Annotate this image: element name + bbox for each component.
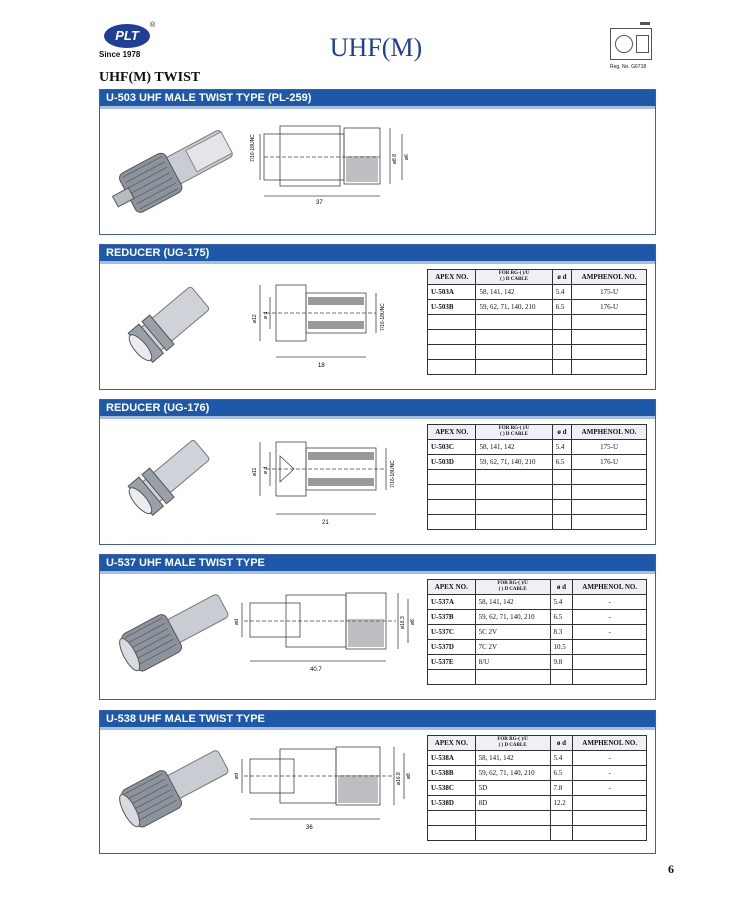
cell-apex-no: U-538B bbox=[428, 766, 476, 781]
cell-apex-no bbox=[428, 315, 476, 330]
table-row bbox=[428, 796, 647, 811]
table-row bbox=[428, 751, 647, 766]
cell-apex-no bbox=[428, 515, 476, 530]
table-row bbox=[428, 766, 647, 781]
cell-amphenol: - bbox=[573, 751, 647, 766]
cell-cable bbox=[476, 515, 552, 530]
dim-inner: ø8 bbox=[406, 773, 412, 779]
cell-od bbox=[552, 360, 572, 375]
table-row bbox=[428, 455, 647, 470]
product-section-u538 bbox=[99, 710, 656, 854]
cell-cable bbox=[476, 470, 552, 485]
cell-cable: 8D bbox=[475, 796, 550, 811]
dim-thread: 7/16-18UNC bbox=[390, 460, 396, 488]
cell-od: 7.8 bbox=[550, 781, 573, 796]
cell-amphenol bbox=[573, 811, 647, 826]
cell-cable bbox=[476, 360, 552, 375]
cell-apex-no bbox=[428, 485, 476, 500]
section-title: U-537 UHF MALE TWIST TYPE bbox=[100, 555, 655, 571]
cell-amphenol: - bbox=[573, 595, 647, 610]
cell-apex-no: U-538D bbox=[428, 796, 476, 811]
table-row bbox=[428, 811, 647, 826]
cell-cable bbox=[475, 670, 550, 685]
dim-inner: ø6 bbox=[404, 154, 410, 160]
cell-amphenol: 176-U bbox=[572, 455, 647, 470]
cell-od bbox=[552, 470, 572, 485]
col-od: ø d bbox=[550, 736, 573, 751]
cell-cable: 58, 141, 142 bbox=[476, 440, 552, 455]
cell-apex-no bbox=[428, 670, 476, 685]
col-amphenol: AMPHENOL NO. bbox=[572, 425, 647, 440]
logo-text: PLT bbox=[115, 28, 139, 43]
cell-amphenol: 176-U bbox=[572, 300, 647, 315]
col-od: ø d bbox=[550, 580, 573, 595]
cell-amphenol bbox=[573, 796, 647, 811]
cell-od: 12.2 bbox=[550, 796, 573, 811]
technical-drawing bbox=[250, 120, 420, 210]
cell-amphenol bbox=[572, 345, 647, 360]
col-amphenol: AMPHENOL NO. bbox=[572, 270, 647, 285]
cell-amphenol: - bbox=[573, 781, 647, 796]
section-title: REDUCER (UG-176) bbox=[100, 400, 655, 416]
spec-table bbox=[427, 269, 647, 375]
cell-amphenol bbox=[573, 640, 647, 655]
cell-od bbox=[552, 485, 572, 500]
col-amphenol: AMPHENOL NO. bbox=[573, 736, 647, 751]
dim-inner: ø d bbox=[263, 466, 269, 474]
dim-length: 37 bbox=[316, 200, 323, 206]
cell-od bbox=[552, 315, 572, 330]
cell-od: 5.4 bbox=[552, 285, 572, 300]
dim-outer: ø8.8 bbox=[392, 153, 398, 164]
cell-cable: 5C 2V bbox=[475, 625, 550, 640]
col-od: ø d bbox=[552, 270, 572, 285]
cell-od: 5.4 bbox=[552, 440, 572, 455]
cell-od bbox=[552, 515, 572, 530]
cell-amphenol bbox=[573, 655, 647, 670]
cell-od bbox=[552, 330, 572, 345]
table-row bbox=[428, 595, 647, 610]
cell-apex-no: U-537C bbox=[428, 625, 476, 640]
cell-cable: 58, 141, 142 bbox=[475, 595, 550, 610]
table-row bbox=[428, 360, 647, 375]
dim-thread: 7/16-18UNC bbox=[380, 303, 386, 331]
dim-length: 36 bbox=[306, 825, 313, 831]
cell-od: 8.3 bbox=[550, 625, 573, 640]
cell-od: 5.4 bbox=[550, 595, 573, 610]
cell-apex-no: U-537D bbox=[428, 640, 476, 655]
dim-outer: ø16.3 bbox=[400, 616, 406, 629]
dim-inner: ø8 bbox=[410, 619, 416, 625]
technical-drawing bbox=[236, 585, 418, 675]
registered-mark: ® bbox=[150, 22, 156, 29]
dim-length: 18 bbox=[318, 363, 325, 369]
cell-cable: 59, 62, 71, 140, 210 bbox=[475, 610, 550, 625]
cell-cable bbox=[476, 315, 552, 330]
table-row bbox=[428, 500, 647, 515]
spec-table bbox=[427, 424, 647, 530]
cell-amphenol bbox=[572, 470, 647, 485]
connector-photo bbox=[106, 120, 246, 220]
table-row bbox=[428, 625, 647, 640]
cell-od bbox=[550, 811, 573, 826]
cell-apex-no: U-503B bbox=[428, 300, 476, 315]
cell-cable bbox=[476, 500, 552, 515]
cell-apex-no: U-538C bbox=[428, 781, 476, 796]
col-cable: FOR RG-( )/U ( ) D CABLE bbox=[476, 270, 552, 285]
product-section-u537 bbox=[99, 554, 656, 700]
technical-drawing bbox=[236, 275, 416, 371]
col-apex: APEX NO. bbox=[428, 580, 476, 595]
cell-amphenol bbox=[573, 826, 647, 841]
cell-amphenol bbox=[572, 500, 647, 515]
section-title: REDUCER (UG-175) bbox=[100, 245, 655, 261]
cell-cable: 59, 62, 71, 140, 210 bbox=[476, 455, 552, 470]
catalog-subtitle: UHF(M) TWIST bbox=[99, 70, 201, 85]
col-amphenol: AMPHENOL NO. bbox=[573, 580, 647, 595]
cell-od: 10.5 bbox=[550, 640, 573, 655]
col-od: ø d bbox=[552, 425, 572, 440]
cell-cable bbox=[476, 330, 552, 345]
cell-amphenol bbox=[573, 670, 647, 685]
table-row bbox=[428, 826, 647, 841]
dim-cable: ød bbox=[234, 619, 240, 625]
table-row bbox=[428, 781, 647, 796]
cell-od bbox=[552, 345, 572, 360]
table-row bbox=[428, 515, 647, 530]
cell-amphenol bbox=[572, 485, 647, 500]
cell-od bbox=[550, 670, 573, 685]
cell-cable bbox=[475, 826, 550, 841]
cell-apex-no: U-537A bbox=[428, 595, 476, 610]
cell-cable: 58, 141, 142 bbox=[475, 751, 550, 766]
registration-number: Reg. No. G6718 bbox=[610, 64, 647, 70]
cell-od: 6.5 bbox=[552, 455, 572, 470]
cell-apex-no: U-537E bbox=[428, 655, 476, 670]
table-row bbox=[428, 330, 647, 345]
col-cable: FOR RG-( )/U ( ) D CABLE bbox=[475, 580, 550, 595]
cell-amphenol: 175-U bbox=[572, 285, 647, 300]
section-title: U-538 UHF MALE TWIST TYPE bbox=[100, 711, 655, 727]
col-apex: APEX NO. bbox=[428, 425, 476, 440]
iso-certification-icon bbox=[610, 28, 652, 60]
page-number: 6 bbox=[668, 862, 674, 876]
cell-cable: 59, 62, 71, 140, 210 bbox=[476, 300, 552, 315]
cell-od: 5.4 bbox=[550, 751, 573, 766]
table-row bbox=[428, 485, 647, 500]
cell-od: 6.5 bbox=[550, 610, 573, 625]
reducer-photo bbox=[112, 273, 222, 373]
dim-outer: ø16.8 bbox=[396, 772, 402, 785]
cell-cable: 8/U bbox=[475, 655, 550, 670]
table-row bbox=[428, 610, 647, 625]
reducer-photo bbox=[112, 426, 222, 530]
table-row bbox=[428, 440, 647, 455]
dim-length: 40.7 bbox=[310, 667, 322, 673]
cell-apex-no bbox=[428, 470, 476, 485]
page-title: UHF(M) bbox=[329, 33, 423, 62]
cell-apex-no: U-538A bbox=[428, 751, 476, 766]
col-apex: APEX NO. bbox=[428, 270, 476, 285]
technical-drawing bbox=[236, 430, 416, 526]
cell-cable: 59, 62, 71, 140, 210 bbox=[475, 766, 550, 781]
dim-length: 21 bbox=[322, 520, 329, 526]
dim-cable: ød bbox=[234, 773, 240, 779]
cell-amphenol bbox=[572, 315, 647, 330]
table-row bbox=[428, 655, 647, 670]
cell-apex-no bbox=[428, 330, 476, 345]
cell-cable bbox=[476, 485, 552, 500]
connector-photo bbox=[108, 737, 238, 841]
cell-amphenol: - bbox=[573, 766, 647, 781]
cell-amphenol: - bbox=[573, 625, 647, 640]
dim-thread: 7/16-18UNC bbox=[250, 134, 256, 162]
cell-amphenol bbox=[572, 360, 647, 375]
cell-amphenol bbox=[572, 330, 647, 345]
cell-od: 6.5 bbox=[552, 300, 572, 315]
since-label: Since 1978 bbox=[99, 50, 141, 59]
table-row bbox=[428, 315, 647, 330]
cell-amphenol: - bbox=[573, 610, 647, 625]
table-row bbox=[428, 345, 647, 360]
col-cable: FOR RG-( )/U ( ) D CABLE bbox=[475, 736, 550, 751]
product-section-ug176 bbox=[99, 399, 656, 545]
table-row bbox=[428, 470, 647, 485]
technical-drawing bbox=[236, 739, 418, 831]
cell-cable: 7C 2V bbox=[475, 640, 550, 655]
cell-apex-no: U-503C bbox=[428, 440, 476, 455]
cell-od bbox=[552, 500, 572, 515]
cell-apex-no bbox=[428, 345, 476, 360]
cell-cable: 5D bbox=[475, 781, 550, 796]
cell-od: 9.8 bbox=[550, 655, 573, 670]
cell-apex-no: U-537B bbox=[428, 610, 476, 625]
section-title: U-503 UHF MALE TWIST TYPE (PL-259) bbox=[100, 90, 655, 106]
cell-od bbox=[550, 826, 573, 841]
cell-amphenol bbox=[572, 515, 647, 530]
product-section-u503 bbox=[99, 89, 656, 235]
connector-photo bbox=[108, 581, 238, 685]
table-row bbox=[428, 640, 647, 655]
dim-outer: ø12 bbox=[252, 314, 258, 323]
cell-cable bbox=[476, 345, 552, 360]
cell-apex-no: U-503D bbox=[428, 455, 476, 470]
cell-amphenol: 175-U bbox=[572, 440, 647, 455]
cell-apex-no bbox=[428, 360, 476, 375]
table-row bbox=[428, 300, 647, 315]
spec-table bbox=[427, 579, 647, 685]
cell-cable: 58, 141, 142 bbox=[476, 285, 552, 300]
col-cable: FOR RG-( )/U ( ) D CABLE bbox=[476, 425, 552, 440]
table-row bbox=[428, 285, 647, 300]
cell-apex-no bbox=[428, 500, 476, 515]
table-row bbox=[428, 670, 647, 685]
cell-apex-no bbox=[428, 811, 476, 826]
cell-cable bbox=[475, 811, 550, 826]
col-apex: APEX NO. bbox=[428, 736, 476, 751]
spec-table bbox=[427, 735, 647, 841]
cell-apex-no bbox=[428, 826, 476, 841]
product-section-ug175 bbox=[99, 244, 656, 390]
dim-inner: ø d bbox=[263, 311, 269, 319]
cell-apex-no: U-503A bbox=[428, 285, 476, 300]
cell-od: 6.5 bbox=[550, 766, 573, 781]
dim-outer: ø11 bbox=[252, 467, 258, 476]
